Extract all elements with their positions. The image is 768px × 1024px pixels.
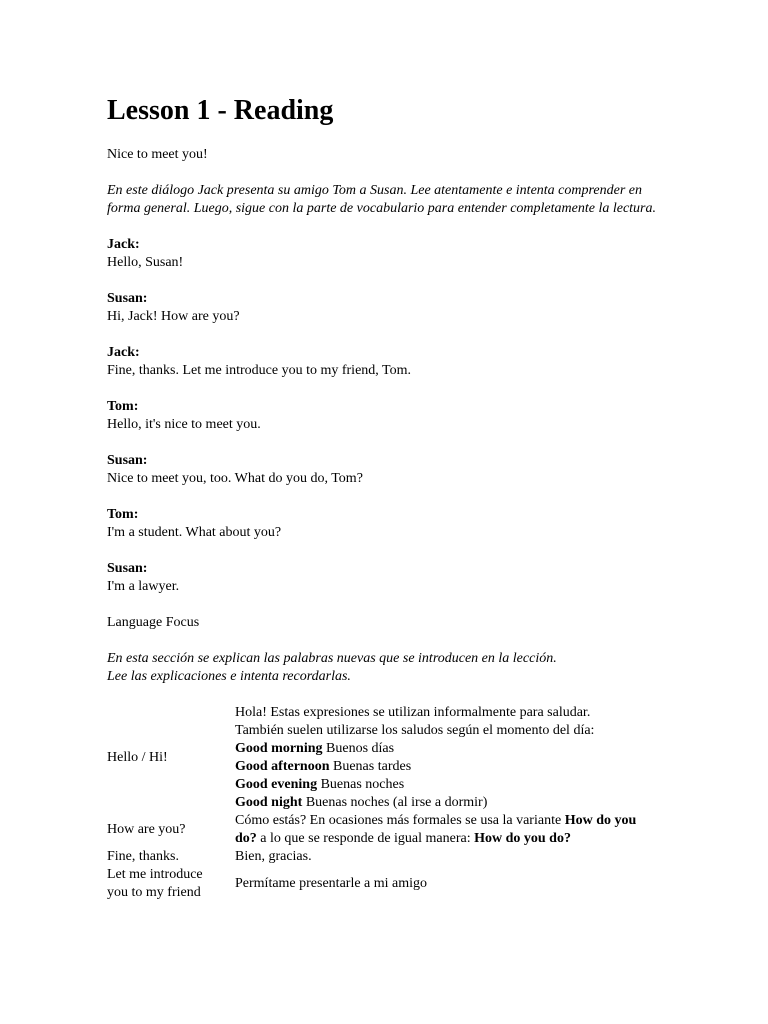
definition-line: Hola! Estas expresiones se utilizan informalmente para saludar. (235, 705, 591, 720)
term-line: Let me introduce (107, 867, 203, 882)
dialogue-text: I'm a lawyer. (107, 579, 180, 594)
speaker-name: Susan: (107, 453, 148, 468)
vocab-definition: Bien, gracias. (235, 849, 312, 864)
speaker-name: Tom: (107, 399, 139, 414)
dialogue-line (107, 506, 667, 542)
dialogue-text: Hello, it's nice to meet you. (107, 417, 261, 432)
document-content (107, 94, 667, 902)
vocab-definition: Permítame presentarle a mi amigo (235, 876, 428, 891)
vocabulary-table (107, 704, 647, 902)
greeting-line: Good morning Buenos días (235, 741, 395, 756)
lesson-subtitle: Nice to meet you! (107, 147, 208, 162)
vocab-term: How are you? (107, 822, 186, 837)
vocab-term: Hello / Hi! (107, 750, 168, 765)
dialogue (107, 236, 667, 596)
page-title: Lesson 1 - Reading (107, 95, 334, 126)
greeting-line: Good afternoon Buenas tardes (235, 759, 412, 774)
language-focus-intro-line: En esta sección se explican las palabras nuevas que se introducen en la lección. (107, 651, 557, 666)
dialogue-line (107, 236, 667, 272)
greeting-line: Good night Buenas noches (al irse a dormir) (235, 795, 488, 810)
dialogue-line (107, 290, 667, 326)
dialogue-line (107, 452, 667, 488)
table-row (107, 866, 647, 902)
definition-line: También suelen utilizarse los saludos según el momento del día: (235, 723, 595, 738)
lesson-intro: En este diálogo Jack presenta su amigo Tom a Susan. Lee atentamente e intenta comprender en forma general. Luego, sigue con la parte de vocabulario para entender completamente la lectura. (107, 183, 657, 216)
dialogue-text: Fine, thanks. Let me introduce you to my friend, Tom. (107, 363, 411, 378)
vocab-definition (235, 704, 647, 812)
speaker-name: Jack: (107, 237, 140, 252)
speaker-name: Tom: (107, 507, 139, 522)
dialogue-line (107, 344, 667, 380)
language-focus-title: Language Focus (107, 615, 200, 630)
table-row (107, 848, 647, 866)
dialogue-line (107, 398, 667, 434)
vocab-definition: Cómo estás? En ocasiones más formales se usa la variante How do you do? a lo que se responde de igual manera: How do you do? (235, 813, 637, 846)
vocab-term (107, 866, 235, 902)
dialogue-text: Nice to meet you, too. What do you do, Tom? (107, 471, 363, 486)
language-focus-intro (107, 650, 667, 686)
vocab-term: Fine, thanks. (107, 849, 179, 864)
dialogue-line (107, 560, 667, 596)
table-row (107, 704, 647, 812)
language-focus-intro-line: Lee las explicaciones e intenta recordarlas. (107, 669, 351, 684)
speaker-name: Susan: (107, 291, 148, 306)
term-line: you to my friend (107, 885, 201, 900)
dialogue-text: I'm a student. What about you? (107, 525, 282, 540)
table-row (107, 812, 647, 848)
dialogue-text: Hi, Jack! How are you? (107, 309, 240, 324)
speaker-name: Susan: (107, 561, 148, 576)
dialogue-text: Hello, Susan! (107, 255, 184, 270)
speaker-name: Jack: (107, 345, 140, 360)
greeting-line: Good evening Buenas noches (235, 777, 405, 792)
